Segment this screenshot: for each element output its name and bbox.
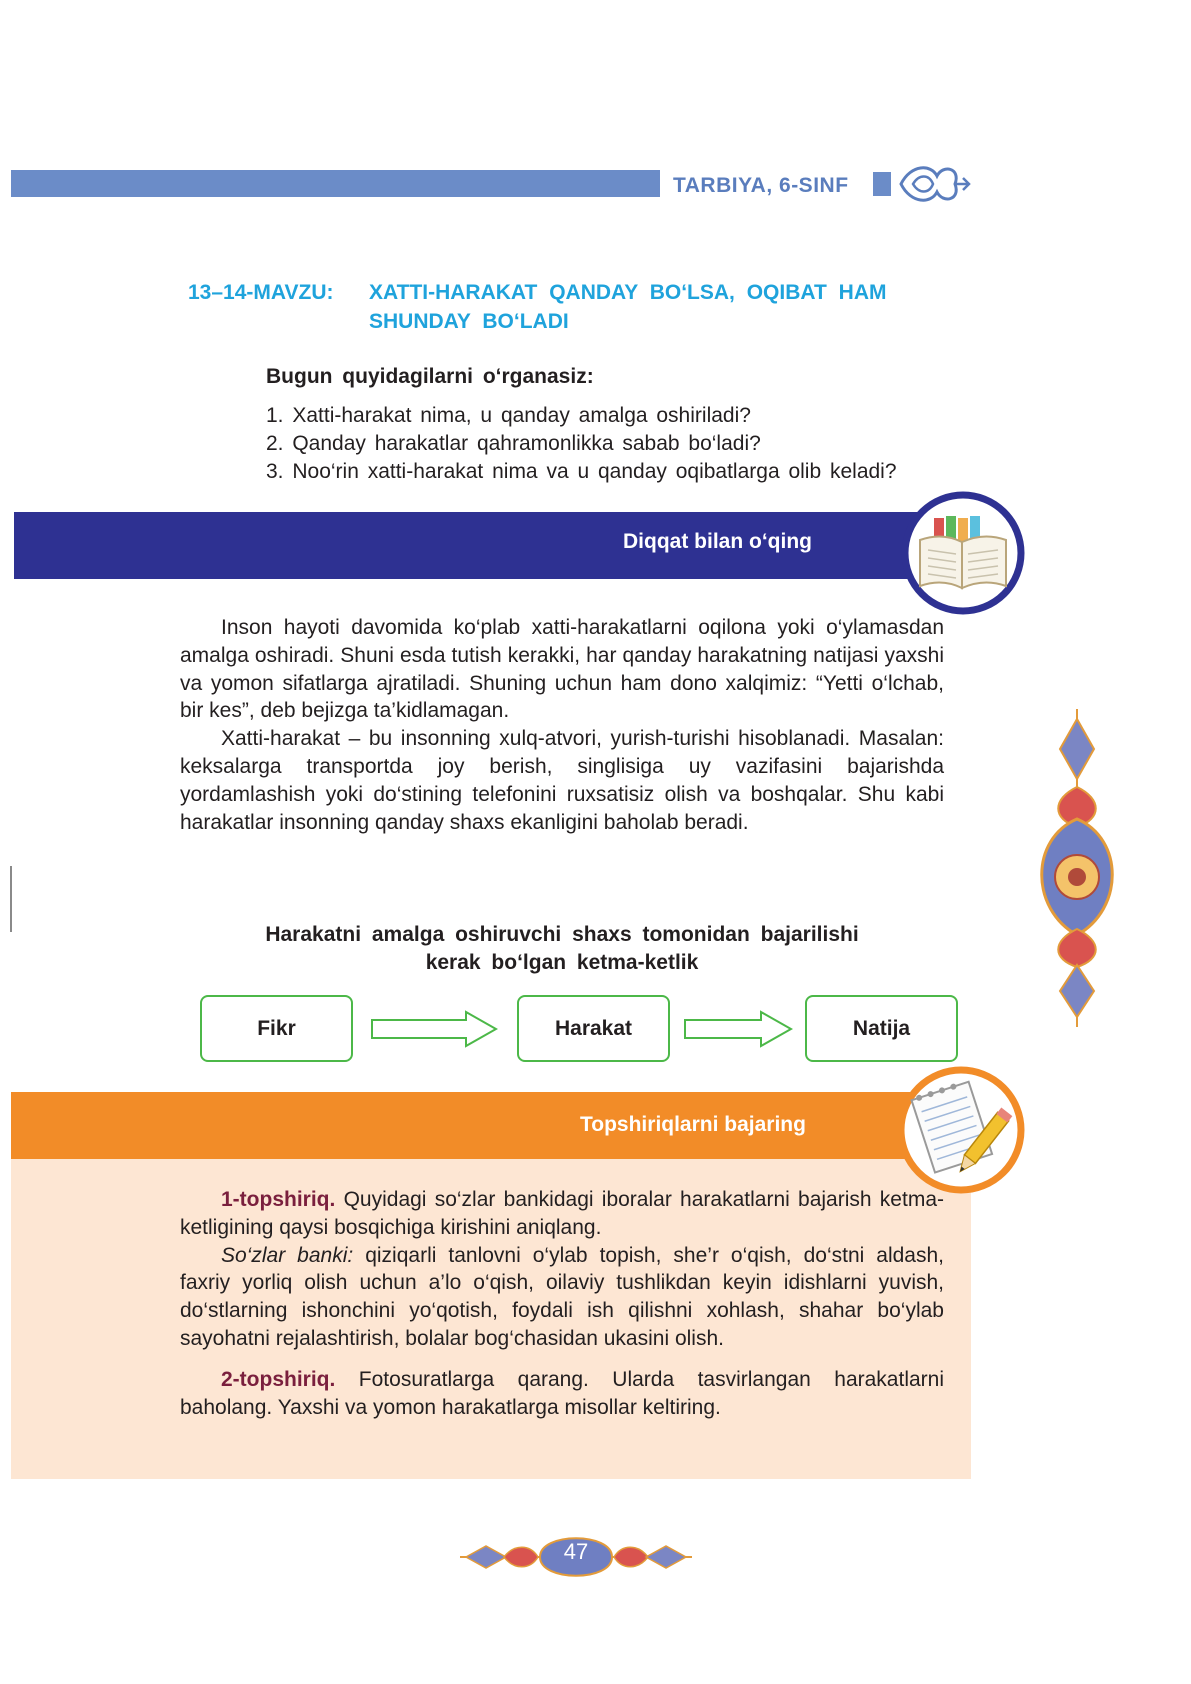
task-1-label: 1-topshiriq. (221, 1188, 336, 1211)
arrow-right-icon (370, 1010, 498, 1048)
objectives-heading: Bugun quyidagilarni o‘rganasiz: (266, 365, 594, 388)
flow-step-thought: Fikr (200, 995, 353, 1062)
task-2-text: Fotosuratlarga qarang. Ularda tasvirlangan harakatlarni baholang. Yaxshi va yomon harakatlarga misollar keltiring. (180, 1367, 944, 1419)
flow-step-action: Harakat (517, 995, 670, 1062)
tasks-text (180, 1186, 944, 1421)
word-bank (180, 1242, 944, 1353)
task-section-bar (11, 1092, 951, 1159)
arrow-right-icon (683, 1010, 793, 1048)
page-number: 47 (563, 1539, 589, 1564)
objective-item: 2. Qanday harakatlar qahramonlikka sabab bo‘ladi? (266, 432, 761, 455)
flow-step-result: Natija (805, 995, 958, 1062)
task-2 (180, 1366, 944, 1422)
header-title: TARBIYA, 6-SINF (673, 174, 849, 197)
open-book-icon (900, 490, 1026, 616)
topic-title-line2: SHUNDAY BO‘LADI (369, 310, 569, 333)
header-ornament-icon (893, 156, 971, 212)
notebook-pencil-icon (895, 1064, 1027, 1196)
sequence-heading-line1: Harakatni amalga oshiruvchi shaxs tomonidan bajarilishi (265, 923, 859, 946)
sequence-heading-line2: kerak bo‘lgan ketma-ketlik (425, 951, 699, 974)
topic-title (188, 278, 963, 336)
task-section-label: Topshiriqlarni bajaring (580, 1113, 806, 1136)
objective-item: 3. Noo‘rin xatti-harakat nima va u qanday oqibatlarga olib keladi? (266, 460, 897, 483)
side-ornament-icon (1032, 709, 1122, 1027)
reading-text (180, 614, 944, 836)
reading-paragraph: Inson hayoti davomida ko‘plab xatti-harakatlarni oqilona yoki o‘ylamasdan amalga oshiradi. Shuni esda tutish kerakki, har qanday harakatning natijasi yaxshi va yomon sifatlarga ajratiladi. Shuning uchun ham dono xalqimiz: “Yetti o‘lchab, bir kes”, deb bejizga ta’kidlamagan. (180, 616, 944, 723)
task-1-text: Quyidagi so‘zlar bankidagi iboralar harakatlarni bajarish ketma-ketligining qaysi bosqichiga kirishini aniqlang. (180, 1188, 944, 1239)
sequence-heading (180, 921, 944, 977)
header-square (873, 172, 891, 196)
header-bar (11, 170, 660, 197)
word-bank-label: So‘zlar banki: (221, 1243, 354, 1267)
reading-paragraph: Xatti-harakat – bu insonning xulq-atvori, yurish-turishi hisoblanadi. Masalan: keksalarga transportda joy berish, singlisiga uy vazifasini bajarishda yordamlashish yoki do‘stining telefonini ruxsatisiz olish va boshqalar. Shu kabi harakatlar insonning qanday shaxs ekanligini baholab beradi. (180, 727, 944, 834)
margin-rule (10, 866, 12, 932)
task-2-label: 2-topshiriq. (221, 1367, 336, 1391)
read-section-label: Diqqat bilan o‘qing (623, 530, 812, 553)
objectives-list (266, 402, 897, 486)
topic-number: 13–14-MAVZU: (188, 281, 334, 304)
topic-title-line1: XATTI-HARAKAT QANDAY BO‘LSA, OQIBAT HAM (369, 281, 887, 304)
objective-item: 1. Xatti-harakat nima, u qanday amalga oshiriladi? (266, 404, 751, 427)
word-bank-text: qiziqarli tanlovni o‘ylab topish, she’r o‘qish, do‘stni aldash, faxriy yorliq olish uchun a’lo o‘qish, oilaviy tushlikdan keyin idishlarni yuvish, do‘stlarning ishonchini yo‘qotish, foydali ish qilishni xohlash, shahar bo‘ylab sayohatni rejalashtirish, bolalar bog‘chasidan ukasini olish. (180, 1243, 944, 1350)
task-1 (180, 1186, 944, 1242)
